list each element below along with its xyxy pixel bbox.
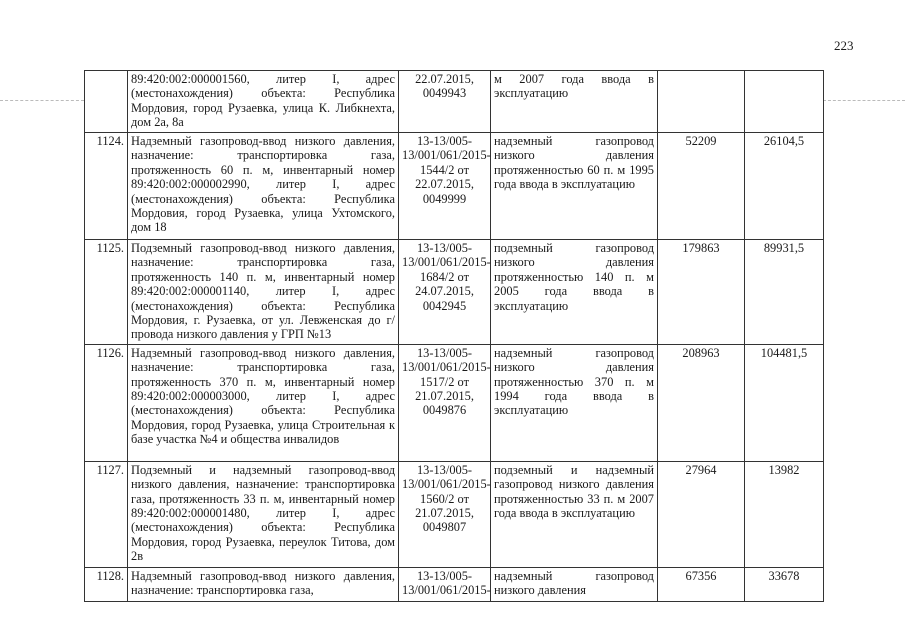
page-number: 223 [834,38,854,53]
table-row [85,240,824,345]
property-register-table [84,70,824,602]
registration-record: 13-13/005- 13/001/061/2015- 1544/2 от 22.07.2015, 0049999 [399,133,491,240]
row-number [85,71,128,133]
row-number: 1127. [85,461,128,567]
registration-record: 13-13/005- 13/001/061/2015- 1684/2 от 24.07.2015, 0042945 [399,240,491,345]
value-column-1: 67356 [658,567,745,601]
table-row [85,344,824,461]
value-column-2: 26104,5 [745,133,824,240]
object-characteristics: надземный газопровод низкого давления протяженностью 370 п. м 1994 года ввода в эксплуатацию [491,344,658,461]
object-characteristics: надземный газопровод низкого давления протяженностью 60 п. м 1995 года ввода в эксплуатацию [491,133,658,240]
table-row [85,71,824,133]
table-row [85,133,824,240]
value-column-2: 33678 [745,567,824,601]
row-number: 1125. [85,240,128,345]
value-column-2: 13982 [745,461,824,567]
value-column-2 [745,71,824,133]
value-column-2: 104481,5 [745,344,824,461]
table-row [85,567,824,601]
object-description: Надземный газопровод-ввод низкого давления, назначение: транспортировка газа, [128,567,399,601]
row-number: 1124. [85,133,128,240]
value-column-1: 52209 [658,133,745,240]
object-description: 89:420:002:000001560, литер I, адрес (местонахождения) объекта: Республика Мордовия, город Рузаевка, улица К. Либкнехта, дом 2а, 8а [128,71,399,133]
registration-record: 22.07.2015, 0049943 [399,71,491,133]
value-column-1: 208963 [658,344,745,461]
object-characteristics: м 2007 года ввода в эксплуатацию [491,71,658,133]
object-description: Надземный газопровод-ввод низкого давления, назначение: транспортировка газа, протяженность 370 п. м, инвентарный номер 89:420:002:000003000, литер I, адрес (местонахождения) объекта: Республика Мордовия, город Рузаевка, улица Строительная к базе участка №4 и общества инвалидов [128,344,399,461]
row-number: 1128. [85,567,128,601]
registration-record: 13-13/005- 13/001/061/2015- 1517/2 от 21.07.2015, 0049876 [399,344,491,461]
object-description: Надземный газопровод-ввод низкого давления, назначение: транспортировка газа, протяженность 60 п. м, инвентарный номер 89:420:002:000002990, литер I, адрес (местонахождения) объекта: Республика Мордовия, город Рузаевка, улица Ухтомского, дом 18 [128,133,399,240]
object-characteristics: надземный газопровод низкого давления [491,567,658,601]
row-number: 1126. [85,344,128,461]
value-column-1 [658,71,745,133]
object-characteristics: подземный и надземный газопровод низкого давления протяженностью 33 п. м 2007 года ввода в эксплуатацию [491,461,658,567]
object-characteristics: подземный газопровод низкого давления протяженностью 140 п. м 2005 года ввода в эксплуатацию [491,240,658,345]
value-column-1: 179863 [658,240,745,345]
registration-record: 13-13/005- 13/001/061/2015- [399,567,491,601]
object-description: Подземный газопровод-ввод низкого давления, назначение: транспортировка газа, протяженность 140 п. м, инвентарный номер 89:420:002:000001140, литер I, адрес (местонахождения) объекта: Республика Мордовия, г. Рузаевка, от ул. Левженская до г/провода низкого давления у ГРП №13 [128,240,399,345]
table-row [85,461,824,567]
scan-dash-line-left [0,100,84,101]
registration-record: 13-13/005- 13/001/061/2015- 1560/2 от 21.07.2015, 0049807 [399,461,491,567]
scan-dash-line-right [823,100,905,101]
value-column-2: 89931,5 [745,240,824,345]
object-description: Подземный и надземный газопровод-ввод низкого давления, назначение: транспортировка газа, протяженность 33 п. м, инвентарный номер 89:420:002:000001480, литер I, адрес (местонахождения) объекта: Республика Мордовия, город Рузаевка, переулок Титова, дом 2в [128,461,399,567]
value-column-1: 27964 [658,461,745,567]
